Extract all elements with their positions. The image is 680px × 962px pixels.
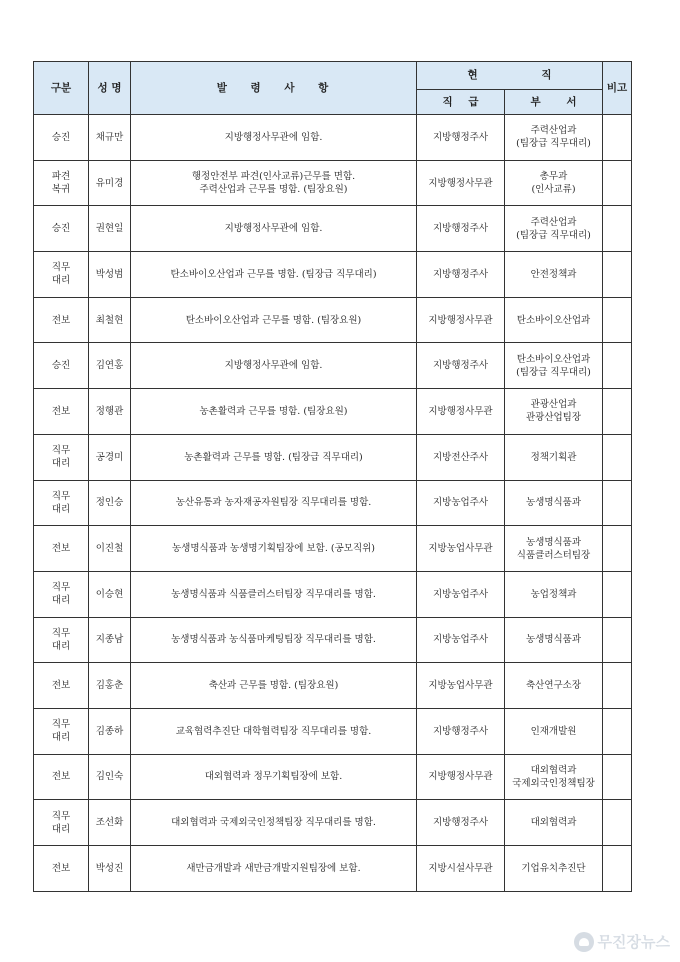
row-remarks: [603, 617, 632, 663]
row-remarks: [603, 343, 632, 389]
header-name: 성 명: [89, 62, 131, 115]
table-row: [34, 297, 632, 343]
row-name: 김홍춘: [89, 663, 131, 709]
row-name: 채규만: [89, 115, 131, 161]
row-division: 직무 대리: [34, 480, 89, 526]
table-row: [34, 206, 632, 252]
row-grade: 지방행정주사: [417, 115, 505, 161]
row-grade: 지방행정주사: [417, 343, 505, 389]
table-row: [34, 160, 632, 206]
row-name: 김인숙: [89, 754, 131, 800]
row-division: 직무 대리: [34, 617, 89, 663]
row-division: 승진: [34, 206, 89, 252]
row-division: 직무 대리: [34, 571, 89, 617]
row-remarks: [603, 297, 632, 343]
row-appointment: 농산유통과 농자재공자원팀장 직무대리를 명함.: [131, 480, 417, 526]
table-row: [34, 663, 632, 709]
row-division: 전보: [34, 754, 89, 800]
row-remarks: [603, 206, 632, 252]
row-grade: 지방행정주사: [417, 252, 505, 298]
row-department: 정책기획관: [505, 434, 603, 480]
row-remarks: [603, 846, 632, 892]
row-division: 전보: [34, 526, 89, 572]
row-name: 이승현: [89, 571, 131, 617]
row-appointment: 새만금개발과 새만금개발지원팀장에 보함.: [131, 846, 417, 892]
row-remarks: [603, 434, 632, 480]
row-department: 주력산업과 (팀장급 직무대리): [505, 206, 603, 252]
row-name: 공경미: [89, 434, 131, 480]
row-name: 권현일: [89, 206, 131, 252]
table-row: [34, 434, 632, 480]
row-name: 이진철: [89, 526, 131, 572]
row-department: 안전정책과: [505, 252, 603, 298]
row-department: 관광산업과 관광산업팀장: [505, 389, 603, 435]
row-remarks: [603, 252, 632, 298]
row-appointment: 탄소바이오산업과 근무를 명함. (팀장요원): [131, 297, 417, 343]
row-name: 조선화: [89, 800, 131, 846]
row-grade: 지방행정사무관: [417, 389, 505, 435]
header-remarks: 비고: [603, 62, 632, 115]
row-appointment: 대외협력과 국제외국인정책팀장 직무대리를 명함.: [131, 800, 417, 846]
row-name: 김연홍: [89, 343, 131, 389]
table-row: [34, 526, 632, 572]
row-appointment: 행정안전부 파견(인사교류)근무를 면함. 주력산업과 근무를 명함. (팀장요원): [131, 160, 417, 206]
row-appointment: 지방행정사무관에 임함.: [131, 343, 417, 389]
table-row: [34, 115, 632, 161]
row-grade: 지방행정주사: [417, 708, 505, 754]
row-department: 인재개발원: [505, 708, 603, 754]
table-body: [34, 115, 632, 892]
table-row: [34, 617, 632, 663]
row-name: 박성범: [89, 252, 131, 298]
header-division: 구분: [34, 62, 89, 115]
row-division: 전보: [34, 846, 89, 892]
row-remarks: [603, 708, 632, 754]
row-department: 탄소바이오산업과: [505, 297, 603, 343]
header-current-position: 현 직: [417, 62, 603, 90]
row-grade: 지방행정사무관: [417, 297, 505, 343]
row-name: 최철현: [89, 297, 131, 343]
row-grade: 지방농업주사: [417, 480, 505, 526]
row-remarks: [603, 663, 632, 709]
table-row: [34, 800, 632, 846]
row-department: 축산연구소장: [505, 663, 603, 709]
row-division: 전보: [34, 663, 89, 709]
row-division: 직무 대리: [34, 252, 89, 298]
row-appointment: 지방행정사무관에 임함.: [131, 115, 417, 161]
row-department: 대외협력과: [505, 800, 603, 846]
row-grade: 지방농업주사: [417, 617, 505, 663]
row-division: 직무 대리: [34, 434, 89, 480]
row-division: 직무 대리: [34, 800, 89, 846]
row-appointment: 대외협력과 정무기획팀장에 보함.: [131, 754, 417, 800]
watermark-text: 무진장뉴스: [597, 933, 670, 951]
row-remarks: [603, 571, 632, 617]
header-appointment: 발 령 사 항: [131, 62, 417, 115]
row-appointment: 농촌활력과 근무를 명함. (팀장급 직무대리): [131, 434, 417, 480]
row-appointment: 농생명식품과 농식품마케팅팀장 직무대리를 명함.: [131, 617, 417, 663]
row-department: 기업유치추진단: [505, 846, 603, 892]
table-row: [34, 252, 632, 298]
header-grade: 직 급: [417, 90, 505, 115]
row-division: 전보: [34, 389, 89, 435]
row-department: 주력산업과 (팀장급 직무대리): [505, 115, 603, 161]
table-row: [34, 754, 632, 800]
row-department: 탄소바이오산업과 (팀장급 직무대리): [505, 343, 603, 389]
row-division: 전보: [34, 297, 89, 343]
watermark-logo-icon: [574, 932, 594, 952]
row-remarks: [603, 526, 632, 572]
row-department: 총무과 (인사교류): [505, 160, 603, 206]
row-remarks: [603, 754, 632, 800]
row-appointment: 농생명식품과 식품클러스터팀장 직무대리를 명함.: [131, 571, 417, 617]
row-name: 정행관: [89, 389, 131, 435]
table-row: [34, 571, 632, 617]
row-name: 정인승: [89, 480, 131, 526]
row-division: 승진: [34, 115, 89, 161]
table-row: [34, 708, 632, 754]
row-grade: 지방행정사무관: [417, 160, 505, 206]
row-grade: 지방행정주사: [417, 800, 505, 846]
row-remarks: [603, 800, 632, 846]
table-row: [34, 389, 632, 435]
row-grade: 지방전산주사: [417, 434, 505, 480]
row-department: 농생명식품과 식품클러스터팀장: [505, 526, 603, 572]
row-name: 지종남: [89, 617, 131, 663]
table-row: [34, 480, 632, 526]
row-appointment: 탄소바이오산업과 근무를 명함. (팀장급 직무대리): [131, 252, 417, 298]
row-appointment: 지방행정사무관에 임함.: [131, 206, 417, 252]
row-grade: 지방농업주사: [417, 571, 505, 617]
row-grade: 지방시설사무관: [417, 846, 505, 892]
row-department: 농생명식품과: [505, 617, 603, 663]
row-appointment: 농촌활력과 근무를 명함. (팀장요원): [131, 389, 417, 435]
row-department: 대외협력과 국제외국인정책팀장: [505, 754, 603, 800]
row-division: 직무 대리: [34, 708, 89, 754]
row-grade: 지방행정사무관: [417, 754, 505, 800]
header-department: 부 서: [505, 90, 603, 115]
row-division: 승진: [34, 343, 89, 389]
row-name: 유미경: [89, 160, 131, 206]
watermark: [574, 931, 670, 952]
row-appointment: 교육협력추진단 대학협력팀장 직무대리를 명함.: [131, 708, 417, 754]
row-appointment: 축산과 근무를 명함. (팀장요원): [131, 663, 417, 709]
header-row-1: [34, 62, 632, 90]
row-remarks: [603, 480, 632, 526]
row-grade: 지방행정주사: [417, 206, 505, 252]
row-remarks: [603, 160, 632, 206]
row-remarks: [603, 389, 632, 435]
row-name: 김종하: [89, 708, 131, 754]
row-department: 농생명식품과: [505, 480, 603, 526]
row-grade: 지방농업사무관: [417, 526, 505, 572]
table-row: [34, 846, 632, 892]
table-row: [34, 343, 632, 389]
row-department: 농업정책과: [505, 571, 603, 617]
row-appointment: 농생명식품과 농생명기획팀장에 보함. (공모직위): [131, 526, 417, 572]
appointment-table: [33, 61, 632, 892]
row-remarks: [603, 115, 632, 161]
row-grade: 지방농업사무관: [417, 663, 505, 709]
row-division: 파견 복귀: [34, 160, 89, 206]
row-name: 박성진: [89, 846, 131, 892]
